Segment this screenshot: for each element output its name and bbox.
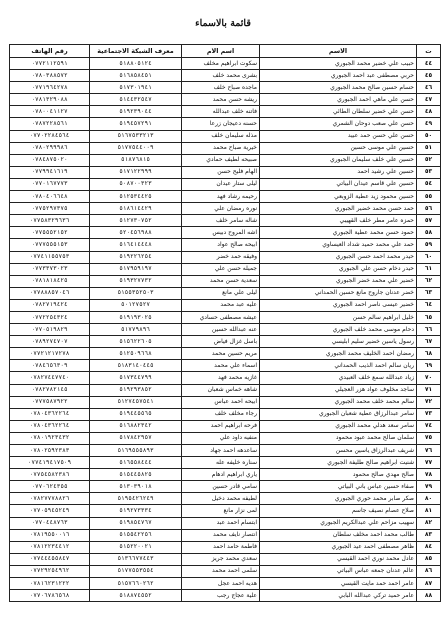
phone-number: ٠٧٨٠٢٩٩٩٨٦ <box>10 142 90 154</box>
person-name: حمد علي محمد حميد شداد العيساوي <box>260 239 417 251</box>
phone-number: ٠٧٧٧٥٨٧٩٢٢ <box>10 396 90 408</box>
social-id: ٥١٦٧٥٣٣٢١٣ <box>90 130 182 142</box>
phone-number: ٠٧٨١٦٢٣١٢٢٢ <box>10 578 90 590</box>
social-id: ٥١٧٧٥٥٣٥٥٤ <box>90 565 182 577</box>
person-name: ساجد مخلوف عواد هزر العجيلي <box>260 384 417 396</box>
phone-number: ٠٧٧٥٢٩٧٣٧٥ <box>10 203 90 215</box>
phone-number: ٠٧٨٢٧٨٢١٤٥ <box>10 384 90 396</box>
mother-name: ريشه حسن محمد <box>182 94 260 106</box>
person-name: حسين علي موسى حسين <box>260 142 417 154</box>
mother-name: ابيحه صالح عواد <box>182 239 260 251</box>
row-index: ٥٠ <box>417 130 441 142</box>
social-id: ٥١٩٥٤٢٦٢٤٩ <box>90 493 182 505</box>
row-index: ٤٥ <box>417 70 441 82</box>
table-row <box>10 529 441 541</box>
table-row <box>10 481 441 493</box>
table-row <box>10 372 441 384</box>
mother-name: وفيقه حمد خضر <box>182 251 260 263</box>
row-index: ٥٥ <box>417 191 441 203</box>
person-name: حسام حسين صالح محمد الجبوري <box>260 82 417 94</box>
row-index: ٧٠ <box>417 372 441 384</box>
person-name: رسول ياسين خضير سليم ابليسي <box>260 336 417 348</box>
row-index: ٨٠ <box>417 493 441 505</box>
row-index: ٤٤ <box>417 58 441 70</box>
social-id: ٥١٦٤١٤٤٤٨ <box>90 239 182 251</box>
page-title: قائمة بالاسماء <box>195 18 251 29</box>
phone-number: ٠٧٧٤١١٥٥٧٥٣ <box>10 251 90 263</box>
person-name: حسين محمود زيد عطية الزوبعي <box>260 191 417 203</box>
row-index: ٨١ <box>417 505 441 517</box>
table-row <box>10 263 441 275</box>
mother-name: غازيه محمد فهد <box>182 372 260 384</box>
phone-number: ٠٧٧٠٢٢٨٤٥٦٤ <box>10 130 90 142</box>
mother-name: اسماء علي محمد <box>182 360 260 372</box>
row-index: ٧٣ <box>417 408 441 420</box>
mother-name: انتصار نايف محمد <box>182 529 260 541</box>
header-mother-name: اسم الام <box>182 45 260 58</box>
table-row <box>10 348 441 360</box>
mother-name: عنه عبدالله حسين <box>182 324 260 336</box>
table-row <box>10 130 441 142</box>
table-row <box>10 154 441 166</box>
row-index: ٦٧ <box>417 336 441 348</box>
mother-name: سامي قادر حسين <box>182 481 260 493</box>
phone-number: ٠٧٨٢٧٧٧٨٨٢٦ <box>10 493 90 505</box>
social-id: ٥١٨٨٧٤٥٥٢ <box>90 590 182 602</box>
phone-number: ٠٧٨٤٦٥٦٣٠٩ <box>10 360 90 372</box>
mother-name: سعدية حسن محمد <box>182 275 260 287</box>
social-id: ٥١٦٥٥٨٤٤٤ <box>90 457 182 469</box>
phone-number: ٠٧٨١٩٥٥٠٠١٦ <box>10 529 90 541</box>
person-name: عامر احمد حمد مايت القيسي <box>260 578 417 590</box>
social-id: ٥١٥٦٢٢٦٠٥ <box>90 336 182 348</box>
social-id: ٥١٨٧٦٨١٥ <box>90 154 182 166</box>
person-name: صالح مهدي صالح محمود <box>260 469 417 481</box>
row-index: ٦٩ <box>417 360 441 372</box>
phone-number: ٠٧٨٤٨٧٥٠٢٠ <box>10 154 90 166</box>
row-index: ٦٤ <box>417 299 441 311</box>
table-row <box>10 118 441 130</box>
person-name: حسن علي حسن حمد عبيد <box>260 130 417 142</box>
phone-number: ٠٧٧٣٣٧٣٠٢٣ <box>10 263 90 275</box>
table-row <box>10 178 441 190</box>
mother-name: سعدي محمد جريز <box>182 553 260 565</box>
social-id: ٥١٧٩٥٩١٩٧ <box>90 263 182 275</box>
person-name: خليل ابراهيم سالم حسن <box>260 311 417 323</box>
phone-number: ٠٧٧٢٩٢٥٤٩٦٢ <box>10 565 90 577</box>
phone-number: ٠٧٧٠٥٩٤٥٢٤٩ <box>10 505 90 517</box>
person-name: شنيت ابراهيم صالح طليفة الجبوري <box>260 457 417 469</box>
row-index: ٧٢ <box>417 396 441 408</box>
table-row <box>10 420 441 432</box>
person-name: حبيب علي خضير محمد الجبوري <box>260 58 417 70</box>
header-name: الاسم <box>260 45 417 58</box>
person-name: سالم محمد خلف محمد الجبوري <box>260 396 417 408</box>
person-name: رمضان احمد الخليف محمد الجبوري <box>260 348 417 360</box>
table-row <box>10 82 441 94</box>
table-row <box>10 360 441 372</box>
table-row <box>10 275 441 287</box>
social-id: ٥١٦٨٨٢٣٤٢ <box>90 420 182 432</box>
social-id: ٥١٩٢٧٣٣٣٤ <box>90 505 182 517</box>
phone-number: ٠٧٧٤١٩٤١٧٥٠٩ <box>10 457 90 469</box>
person-name: حسين علي قاسم عيدان البياتي <box>260 178 417 190</box>
row-index: ٨٤ <box>417 541 441 553</box>
table-row <box>10 239 441 251</box>
person-name: خضير عيسى ناصر احمد الجبوري <box>260 299 417 311</box>
mother-name: مذله سليمان خلف <box>182 130 260 142</box>
row-index: ٨٢ <box>417 517 441 529</box>
mother-name: شاهه خماس شعبان <box>182 384 260 396</box>
mother-name: مريم حسين محمد <box>182 348 260 360</box>
mother-name: عليه عبد محمد <box>182 299 260 311</box>
mother-name: سلمى احمد محمد <box>182 565 260 577</box>
table-row <box>10 445 441 457</box>
person-name: حيدر دخام حسن علي الجبوري <box>260 263 417 275</box>
header-social-id: معرف الشبكة الاجتماعية <box>90 45 182 58</box>
social-id: ٥١٩١٩٣٠٢٥ <box>90 311 182 323</box>
table-row <box>10 94 441 106</box>
social-id: ٥١٧١٢٢٩٩٩ <box>90 166 182 178</box>
mother-name: خيرية صباح محمد <box>182 142 260 154</box>
phone-number: ٠٧٨٩٢٧٤٧٠٧ <box>10 336 90 348</box>
phone-number: ٠٧٧٥٤٥٨٢٣٨٦ <box>10 469 90 481</box>
mother-name: لطيفه محمد دخيل <box>182 493 260 505</box>
person-name: دحام موسى محمد خلف الجبوري <box>260 324 417 336</box>
social-id: ٥١٦٩٥٥٥٨٩٣ <box>90 445 182 457</box>
row-index: ٧٨ <box>417 469 441 481</box>
social-id: ٥١٥٧٦٦٠٢٦٢ <box>90 578 182 590</box>
row-index: ٧٧ <box>417 457 441 469</box>
mother-name: فاطمة حامد احمد <box>182 541 260 553</box>
phone-number: ٠٧٨٠١٩٢٣٤٣٢ <box>10 432 90 444</box>
person-name: حيدر محمد احمد حسن الجبوري <box>260 251 417 263</box>
table-row <box>10 565 441 577</box>
social-id: ٥١٥٥٣٥٢٥٠٣ <box>90 287 182 299</box>
mother-name: نوره رمضان علي <box>182 203 260 215</box>
table-row <box>10 70 441 82</box>
person-name: حمد حسن محمد خضير الجبوري <box>260 203 417 215</box>
person-name: حسين علي خلف سليمان الجبوري <box>260 154 417 166</box>
mother-name: ليلى علي مانع <box>182 287 260 299</box>
social-id: ٥١٧٧٩٨٩٦ <box>90 324 182 336</box>
phone-number: ٠٧٧٥٥٥٢١٥٢ <box>10 227 90 239</box>
table-row <box>10 432 441 444</box>
person-name: عالم عدنان جمعه عباس البياتي <box>260 565 417 577</box>
mother-name: شاله سامر خلف <box>182 215 260 227</box>
table-row <box>10 191 441 203</box>
phone-number: ٠٧٨١٨١٨٤٢٥ <box>10 275 90 287</box>
row-index: ٧٩ <box>417 481 441 493</box>
row-index: ٦٠ <box>417 251 441 263</box>
person-name: عادل محمد نوري احمد القيسي <box>260 553 417 565</box>
phone-number: ٠٧٧٢١١٢٥٩١ <box>10 58 90 70</box>
names-table <box>9 44 441 602</box>
social-id: ٥١٩٢٣٩٠٤٤ <box>90 106 182 118</box>
social-id: ٥١٥٥٤٢٢٥٦ <box>90 529 182 541</box>
social-id: ٥١٧٣٤٤٧٩٩ <box>90 372 182 384</box>
table-row <box>10 384 441 396</box>
mother-name: عيشه مصطفى حسادي <box>182 311 260 323</box>
row-index: ٧٥ <box>417 432 441 444</box>
table-row <box>10 227 441 239</box>
mother-name: ماجده صباح خلف <box>182 82 260 94</box>
row-index: ٥٨ <box>417 227 441 239</box>
mother-name: ليلى ستار عيدان <box>182 178 260 190</box>
person-name: خضر عدنان جاروح مانع حسين الحمداني <box>260 287 417 299</box>
table-row <box>10 251 441 263</box>
row-index: ٥٣ <box>417 166 441 178</box>
social-id: ٥١٨٨٠٥١٢٤ <box>90 58 182 70</box>
mother-name: اشه المروح دبيس <box>182 227 260 239</box>
person-name: شريف عبدالرزاق ياسين محسن <box>260 445 417 457</box>
table-body <box>10 58 441 602</box>
table-row <box>10 578 441 590</box>
mother-name: باسل غزال فياض <box>182 336 260 348</box>
table-row <box>10 541 441 553</box>
mother-name: منفيه داود علي <box>182 432 260 444</box>
row-index: ٦٥ <box>417 311 441 323</box>
mother-name: جميله حسن علي <box>182 263 260 275</box>
row-index: ٨٣ <box>417 529 441 541</box>
row-index: ٦٨ <box>417 348 441 360</box>
table-row <box>10 408 441 420</box>
social-id: ٥١٢٥٣٤٤٢٥ <box>90 191 182 203</box>
person-name: صفاء حسين عباس باني البياتي <box>260 481 417 493</box>
header-phone: رقم الهاتف <box>10 45 90 58</box>
row-index: ٤٦ <box>417 82 441 94</box>
phone-number: ٠٧٧١٩٦٤٢٧٨ <box>10 82 90 94</box>
phone-number: ٠٧٧٨٨٨٥٧٠٤٦ <box>10 287 90 299</box>
mother-name: رحيمه رشاد فهد <box>182 191 260 203</box>
table-row <box>10 457 441 469</box>
table-row <box>10 553 441 565</box>
social-id: ٥١٧٣٠١٩٤١ <box>90 82 182 94</box>
row-index: ٦١ <box>417 263 441 275</box>
social-id: ٥١٨٣١٤٠٤٤٥ <box>90 360 182 372</box>
person-name: سلمان صالح محمد عبود محمود <box>260 432 417 444</box>
table-row <box>10 311 441 323</box>
mother-name: هديه احمد عجل <box>182 578 260 590</box>
phone-number: ٠٧٧٤٤٤٥٥٨٤٧ <box>10 553 90 565</box>
row-index: ٤٨ <box>417 106 441 118</box>
social-id: ٥١٩٨٥٤٧٦٧ <box>90 517 182 529</box>
phone-number: ٠٧٨٠٢٥٩٢٣٨٣ <box>10 445 90 457</box>
phone-number: ٠٧٨٠٣٨٨٥٧٢ <box>10 70 90 82</box>
table-row <box>10 142 441 154</box>
table-header-row <box>10 45 441 58</box>
mother-name: لمى نزار مانع <box>182 505 260 517</box>
person-name: زياد عبدالله سمع خلف العبيدي <box>260 372 417 384</box>
person-name: طالب محمد احمد مخلف سلطان <box>260 529 417 541</box>
table-row <box>10 336 441 348</box>
social-id: ٥١٩٤٥٧٢٩١ <box>90 118 182 130</box>
row-index: ٧٤ <box>417 420 441 432</box>
phone-number: ٠٧٧٠٤٤٨٧٦٣ <box>10 517 90 529</box>
row-index: ٦٢ <box>417 275 441 287</box>
mother-name: ياري ابراهيم ادهام <box>182 469 260 481</box>
mother-name: ابيحه احمد عباس <box>182 396 260 408</box>
social-id: ٥١٢٧٣٠٧٥٢ <box>90 215 182 227</box>
person-name: سامر عبدالرزاق عطية شعبان الجبوري <box>260 408 417 420</box>
person-name: ريان سالم احمد الذيب الحمداني <box>260 360 417 372</box>
person-name: سامر سعد هدلي محمد الجبوري <box>260 420 417 432</box>
phone-number: ٠٧٧٥٨٣٢٩٦٣٦ <box>10 215 90 227</box>
social-id: ٥٠٨٧٠٠٣٢٣ <box>90 178 182 190</box>
social-id: ٥١٤٤٣٢٥٤٧ <box>90 94 182 106</box>
row-index: ٨٥ <box>417 553 441 565</box>
phone-number: ٠٧٨١٢٢٣٤٤١٢ <box>10 541 90 553</box>
mother-name: رجاء مخلف خلف <box>182 408 260 420</box>
phone-number: ٠٧٧٩٩٤١٦١٩ <box>10 166 90 178</box>
phone-number: ٠٧٧٢١٢١٧٢٧٨ <box>10 348 90 360</box>
person-name: حربي مصطفى عبد احمد الجبوري <box>260 70 417 82</box>
mother-name: صبيحه لطيف حمادي <box>182 154 260 166</box>
person-name: حمود حسن محمد عطية الجبوري <box>260 227 417 239</box>
person-name: حسن علي ماهي احمد الجبوري <box>260 94 417 106</box>
phone-number: ٠٧٧٠٥١٩٨٢٩ <box>10 324 90 336</box>
person-name: ظاهر مصطفى احمد عيد الجبوري <box>260 541 417 553</box>
social-id: ٥١٥٤٤٥٨٢٥ <box>90 469 182 481</box>
mother-name: ساعدهه احمد جهاد <box>182 445 260 457</box>
person-name: حسن علي خضير سلطان الطائي <box>260 106 417 118</box>
phone-number: ٠٧٨٠٤٣٦٢٢٦٤ <box>10 408 90 420</box>
phone-number: ٠٧٧٠٦٧٨٦٥٦٨ <box>10 590 90 602</box>
table-row <box>10 396 441 408</box>
social-id: ٥٢٠٤٥٦٩٨٨ <box>90 227 182 239</box>
social-id: ٥١٨٦١٤٤٢٩ <box>90 203 182 215</box>
row-index: ٨٨ <box>417 590 441 602</box>
row-index: ٨٧ <box>417 578 441 590</box>
phone-number: ٠٧٧٢٢٥٤٣٢٤ <box>10 311 90 323</box>
mother-name: سكوت ابراهيم مخلف <box>182 58 260 70</box>
table-row <box>10 469 441 481</box>
table-row <box>10 324 441 336</box>
mother-name: علية عجاج رجب <box>182 590 260 602</box>
row-index: ٨٦ <box>417 565 441 577</box>
social-id: ٥٠١٢٧٥٢٧ <box>90 299 182 311</box>
social-id: ٥١٩٤٤٥٥٦٥ <box>90 408 182 420</box>
social-id: ٥١٢٥٠٩٦٦٨ <box>90 348 182 360</box>
row-index: ٥٩ <box>417 239 441 251</box>
social-id: ٥١٦٨٥٨٤٥١ <box>90 70 182 82</box>
row-index: ٤٩ <box>417 118 441 130</box>
phone-number: ٠٧٨٢٧٤٤٧٧٤٠ <box>10 372 90 384</box>
mother-name: فاتنه خلف عبدالله <box>182 106 260 118</box>
row-index: ٧١ <box>417 384 441 396</box>
row-index: ٦٣ <box>417 287 441 299</box>
person-name: صلاح عصام نصيف جاسم <box>260 505 417 517</box>
header-index: ت <box>417 45 441 58</box>
row-index: ٧٦ <box>417 445 441 457</box>
person-name: سهيب مزاحم علي عبدالكريم الجبوري <box>260 517 417 529</box>
social-id: ٥١٧٧٥٤٤٠٠٩ <box>90 142 182 154</box>
social-id: ٥١٧٨٤٢٩٥٧ <box>90 432 182 444</box>
phone-number: ٠٧٧٧٥٥٥١٥٣ <box>10 239 90 251</box>
table-row <box>10 505 441 517</box>
person-name: خضير علي محمد خضر الجبوري <box>260 275 417 287</box>
phone-number: ٠٧٨٢٧١٩٤٢٤ <box>10 299 90 311</box>
row-index: ٤٧ <box>417 94 441 106</box>
person-name: حسن علي صعب دوحان الشمري <box>260 118 417 130</box>
social-id: ٥١٩٢٩٣٨٥٢ <box>90 384 182 396</box>
table-row <box>10 215 441 227</box>
table-row <box>10 166 441 178</box>
phone-number: ٠٧٧٠٦٢٤٣٥٥ <box>10 481 90 493</box>
table-row <box>10 493 441 505</box>
phone-number: ٠٧٨٧٢٢٨٥٦١ <box>10 118 90 130</box>
row-index: ٥٦ <box>417 203 441 215</box>
table-row <box>10 287 441 299</box>
social-id: ٥١٣٠٣٩٠١٨ <box>90 481 182 493</box>
mother-name: الهام فليح حسن <box>182 166 260 178</box>
table-row <box>10 299 441 311</box>
table-row <box>10 106 441 118</box>
row-index: ٥٧ <box>417 215 441 227</box>
person-name: صكر صابر محمد حوري الجبوري <box>260 493 417 505</box>
row-index: ٥٢ <box>417 154 441 166</box>
social-id: ٥١٢٧٤٥٧٥٤١ <box>90 396 182 408</box>
person-name: حمزه عامر مطر خلف القهيبي <box>260 215 417 227</box>
row-index: ٦٦ <box>417 324 441 336</box>
row-index: ٥١ <box>417 142 441 154</box>
mother-name: فرحه ابراهيم احمد <box>182 420 260 432</box>
phone-number: ٠٧٨٠٤٣٦٢٢٦٤ <box>10 420 90 432</box>
person-name: عامر حميد تركي عبدالله البابي <box>260 590 417 602</box>
phone-number: ٠٧٨٠٤٠٦٦٤٨ <box>10 191 90 203</box>
table-row <box>10 203 441 215</box>
mother-name: ابتسام احمد عبد <box>182 517 260 529</box>
phone-number: ٠٧٧٠١٦٧٧٧٣ <box>10 178 90 190</box>
mother-name: حسنه دعيجان زرعا <box>182 118 260 130</box>
row-index: ٥٤ <box>417 178 441 190</box>
person-name: حسين علي رشيد احمد <box>260 166 417 178</box>
table-row <box>10 517 441 529</box>
social-id: ٥١٩٣٢٧٧٣٢ <box>90 275 182 287</box>
phone-number: ٠٧٨١٣٢٩٠٨٨ <box>10 94 90 106</box>
mother-name: سناره خليفه عله <box>182 457 260 469</box>
table-row <box>10 590 441 602</box>
mother-name: بشرى محمد خلف <box>182 70 260 82</box>
social-id: ٥١٩٢٢٦٢٥٤ <box>90 251 182 263</box>
social-id: ٥١٥٢٢٠٠٢١ <box>90 541 182 553</box>
social-id: ٥١٣٦٦٧٧٤٤٣ <box>90 553 182 565</box>
table-row <box>10 58 441 70</box>
phone-number: ٠٧٨٠٠٤١١٢٧ <box>10 106 90 118</box>
